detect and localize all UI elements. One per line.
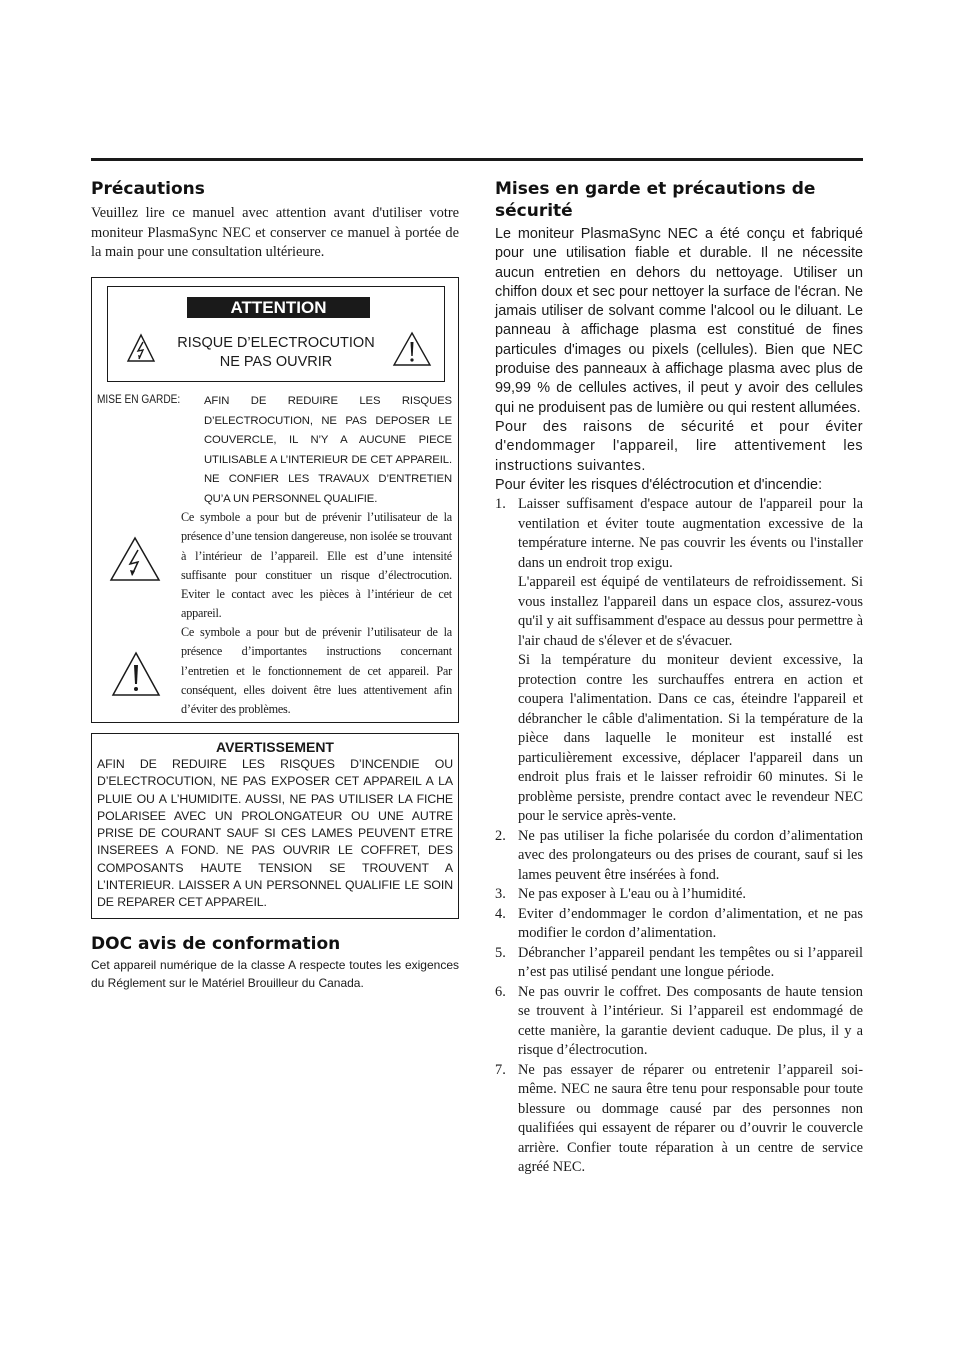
safety-intro-paragraph: Le moniteur PlasmaSync NEC a été conçu et fabriqué pour une utilisation fiable et durable. Il ne nécessite aucun entretien en dehors du nettoyage. Utiliser un chiffon doux et sec pour nettoyer la surface de l'écran. Ne jamais utiliser de solvant comme l'alcool ou le diluant. Le panneau à affichage plasma est constitué de fines particules d'images ou pixels (cellules). Bien que NEC produise des panneaux à affichage plasma avec plus de 99,99 % de cellules actives, il peut y avoir des cellules qui ne produisent pas de lumière ou qui restent allumées. [495, 226, 863, 416]
symbol-instructions-text: Ce symbole a pour but de prévenir l’utilisateur de la présence d’importantes instructions concernant l’entretien et le fonctionnement de cet appareil. Par conséquent, elles doivent être lues attentivement afin d’éviter des problèmes. [181, 625, 452, 717]
caution-label-box [91, 277, 459, 723]
doc-text: Cet appareil numérique de la classe A respecte toutes les exigences du Réglement sur le Matériel Brouilleur du Canada. [91, 958, 459, 990]
exclamation-triangle-icon [392, 331, 432, 367]
top-rule [91, 158, 863, 161]
shock-line-2: NE PAS OUVRIR [219, 354, 333, 370]
precautions-text: Veuillez lire ce manuel avec attention avant d'utiliser votre moniteur PlasmaSync NEC et conserver ce manuel à portée de la main pour une consultation ultérieure. [91, 205, 459, 260]
list-item [495, 1061, 863, 1178]
list-item-text: Ne pas exposer à L'eau ou à l’humidité. [518, 886, 746, 903]
list-item [495, 983, 863, 1061]
mise-en-garde-label: MISE EN GARDE: [97, 394, 181, 406]
list-item-text: Ne pas utiliser la fiche polarisée du cordon d’alimentation avec des prolongateurs ou des prises de courant, sauf si les lames peuvent être insérées à fond. [518, 827, 863, 883]
precautions-heading: Précautions [91, 179, 205, 199]
list-item-text: Ne pas essayer de réparer ou entretenir l’appareil soi-même. NEC ne saura être tenu pour responsable pour toute blessure ou dommage causé par des personnes non qualifiées qui essayent de réparer ou d’ouvrir le couvercle arrière. Confier toute réparation à un centre de service agréé NEC. [518, 1061, 863, 1176]
mise-en-garde-text: AFIN DE REDUIRE LES RISQUES D’ELECTROCUTION, NE PAS DEPOSER LE COUVERCLE, IL N’Y A AUCUNE PIECE UTILISABLE A L’INTERIEUR DE CET APPAREIL. NE CONFIER LES TRAVAUX D’ENTRETIEN QU’A UN PERSONNEL QUALIFIE. [204, 395, 452, 505]
shock-warning-label [148, 334, 404, 372]
left-column [91, 178, 459, 990]
list-item-number: 5. [495, 944, 506, 961]
list-item [495, 905, 863, 944]
list-item-number: 3. [495, 886, 506, 903]
list-item-number: 6. [495, 983, 506, 1000]
avertissement-box [91, 733, 459, 919]
avertissement-title: AVERTISSEMENT [216, 739, 334, 755]
list-item-text: L'appareil est équipé de ventilateurs de refroidissement. Si vous installez l'appareil dans un espace clos, assurez-vous qu'il y ait suffisamment d'espace au dessus pour permettre à l'air chaud de s'élever et de s'évacuer. [518, 574, 863, 649]
lightning-triangle-icon [109, 536, 161, 582]
safety-reasons-paragraph: Pour des raisons de sécurité et pour éviter d'endommager l'appareil, lire attentivement les instructions suivantes. [495, 418, 863, 474]
shock-line-1: RISQUE D’ELECTROCUTION [177, 335, 375, 351]
list-item [495, 885, 863, 905]
safety-heading: Mises en garde et précautions de sécurité [495, 179, 816, 221]
right-column [495, 178, 863, 1178]
symbol-voltage-text: Ce symbole a pour but de prévenir l’utilisateur de la présence d’une tension dangereuse, non isolée se trouvant à l’intérieur de l’appareil. Elle est d’une intensité suffisante pour constituer un risque d’électrocution. Eviter le contact avec les pièces à l’intérieur de cet appareil. [181, 510, 452, 621]
list-item-text: Ne pas ouvrir le coffret. Des composants de haute tension se trouvent à l’intérieur. Si l’appareil est endommagé de cette manière, la garantie devient caduque. De plus, il y a risque d’électrocution. [518, 983, 863, 1059]
list-item-text: Si la température du moniteur devient excessive, la protection contre les surchauffes entrera en action et coupera l'alimentation. Dans ce cas, éteindre l'appareil et débrancher le câble d'alimentation. Si la température de la pièce dans laquelle le moniteur est installé est particulièrement excessive, déplacer l'appareil dans un endroit plus frais et le laisser refroidir 60 minutes. Si le problème persiste, prendre contact avec le revendeur NEC pour le service après-vente. [518, 652, 863, 825]
safety-risks-paragraph: Pour éviter les risques d'éléctrocution et d'incendie: [495, 476, 823, 493]
list-item-text: Débrancher l’appareil pendant les tempêtes ou si l’appareil n’est pas utilisé pendant une longue période. [518, 944, 863, 981]
avertissement-text: AFIN DE REDUIRE LES RISQUES D’INCENDIE OU D’ELECTROCUTION, NE PAS EXPOSER CET APPAREIL A LA PLUIE OU A L’HUMIDITE. AUSSI, NE PAS UTILISER LA FICHE POLARISEE AVEC UN PROLONGATEUR OU UNE AUTRE PRISE DE COURANT SAUF SI CES LAMES PEUVENT ETRE INSEREES A FOND. NE PAS OUVRIR LE COFFRET, DES COMPOSANTS HAUTE TENSION SE TROUVENT A L’INTERIEUR. LAISSER A UN PERSONNEL QUALIFIE LE SOIN DE REPARER CET APPAREIL. [97, 757, 453, 910]
list-item-text: Laisser suffisament d'espace autour de l'appareil pour la ventilation et éviter toute augmentation excessive de la température interne. Ne pas couvrir les évents ou l'installer dans un endroit trop exigu. [518, 496, 863, 571]
attention-banner: ATTENTION [187, 297, 370, 318]
list-item [495, 827, 863, 886]
exclamation-triangle-icon [111, 651, 161, 697]
safety-list [495, 495, 863, 1178]
list-item [495, 944, 863, 983]
list-item-number: 2. [495, 827, 506, 844]
list-item-number: 7. [495, 1061, 506, 1078]
list-item-number: 4. [495, 905, 506, 922]
list-item-number: 1. [495, 496, 506, 513]
list-item [495, 495, 863, 827]
doc-heading: DOC avis de conformation [91, 934, 341, 954]
caution-inner-box [107, 286, 445, 382]
list-item-text: Eviter d’endommager le cordon d’alimentation, et ne pas modifier le cordon d’alimentation. [518, 905, 863, 942]
